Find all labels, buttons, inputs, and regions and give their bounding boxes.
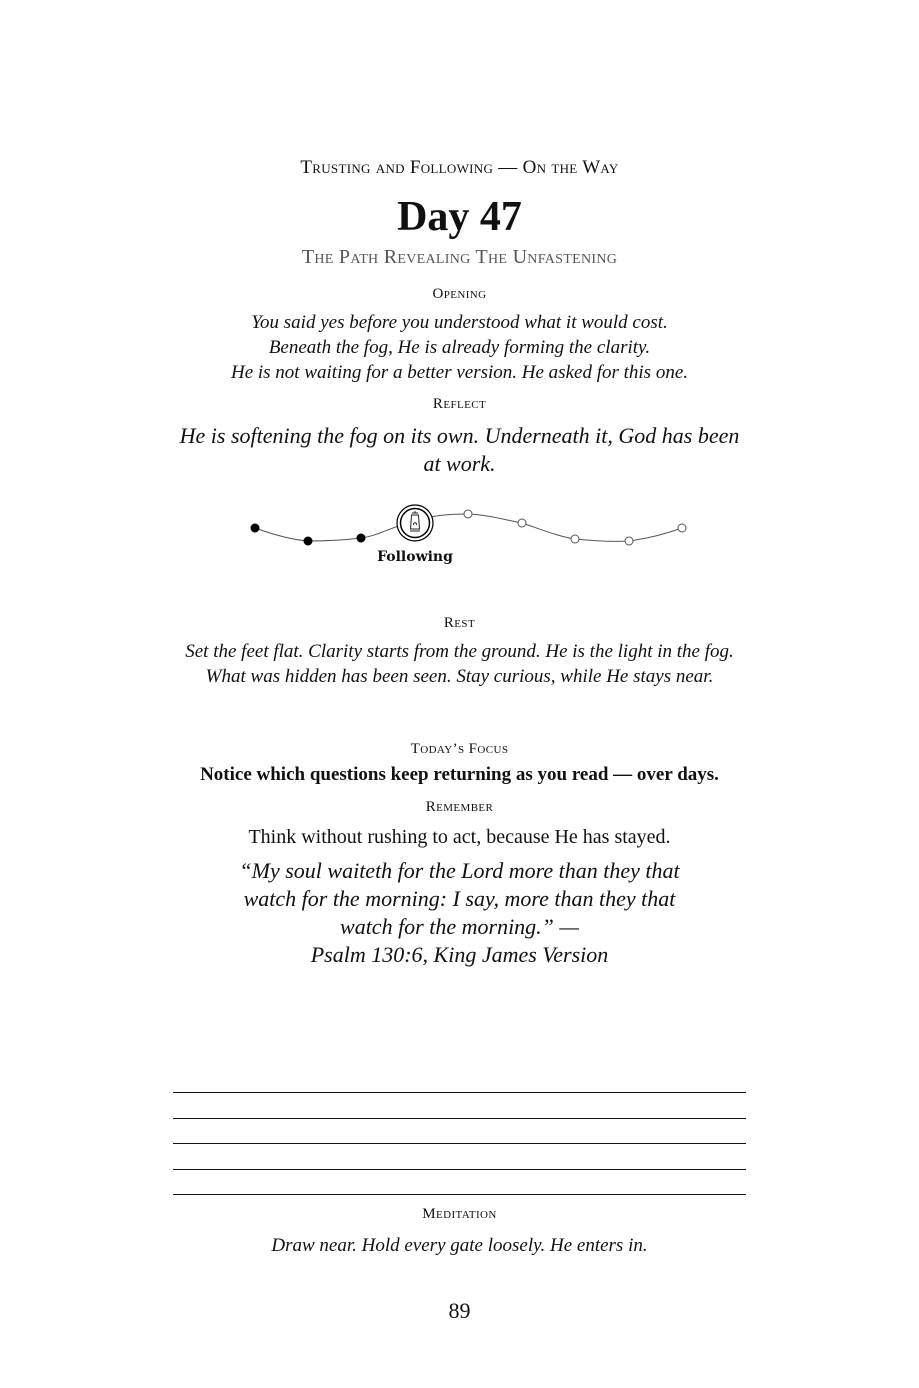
remember-label: Remember: [425, 799, 494, 815]
path-dot-upcoming: [464, 510, 472, 518]
path-dot-upcoming: [625, 537, 633, 545]
reflect-text: He is softening the fog on its own. Underneath it, God has been at work.: [179, 423, 740, 476]
rest-line: What was hidden has been seen. Stay curious, while He stays near.: [205, 666, 714, 687]
remember-text: Think without rushing to act, because He has stayed.: [248, 826, 671, 848]
verse-text: “My soul waiteth for the Lord more than they that watch for the morning: I say, more than they that watch for the morning.” —: [239, 858, 680, 939]
path-dot-completed: [304, 537, 313, 546]
journal-line[interactable]: [173, 1118, 746, 1119]
path-dot-upcoming: [678, 524, 686, 532]
opening-line: You said yes before you understood what it would cost.: [251, 312, 668, 333]
opening-line: Beneath the fog, He is already forming the clarity.: [268, 337, 651, 358]
reflect-label: Reflect: [432, 396, 487, 412]
meditation-label: Meditation: [422, 1206, 497, 1222]
opening-label: Opening: [432, 286, 487, 302]
journal-line[interactable]: [173, 1194, 746, 1195]
series-title: Trusting and Following — On the Way: [300, 157, 619, 178]
path-dot-completed: [251, 524, 260, 533]
path-dot-completed: [357, 534, 366, 543]
journal-lines: [173, 1092, 746, 1220]
day-title: Day 47: [397, 194, 522, 240]
rest-label: Rest: [443, 615, 476, 631]
meditation-text: Draw near. Hold every gate loosely. He enters in.: [271, 1235, 648, 1256]
opening-text: [0, 310, 919, 385]
path-dot-upcoming: [518, 519, 526, 527]
journal-line[interactable]: [173, 1169, 746, 1170]
journey-path: [240, 495, 700, 575]
path-dot-upcoming: [571, 535, 579, 543]
rest-line: Set the feet flat. Clarity starts from the ground. He is the light in the fog.: [185, 641, 734, 662]
scripture-quote: [220, 857, 699, 969]
focus-text: Notice which questions keep returning as you read — over days.: [200, 764, 719, 785]
journal-line[interactable]: [173, 1092, 746, 1093]
focus-label: Today’s Focus: [410, 741, 509, 757]
verse-citation: Psalm 130:6, King James Version: [310, 942, 609, 967]
rest-text: [180, 639, 739, 689]
journal-line[interactable]: [173, 1143, 746, 1144]
opening-line: He is not waiting for a better version. He asked for this one.: [230, 362, 688, 383]
day-subtitle: The Path Revealing The Unfastening: [301, 246, 618, 268]
current-stage-label: Following: [377, 549, 453, 565]
page-number: 89: [448, 1298, 471, 1323]
